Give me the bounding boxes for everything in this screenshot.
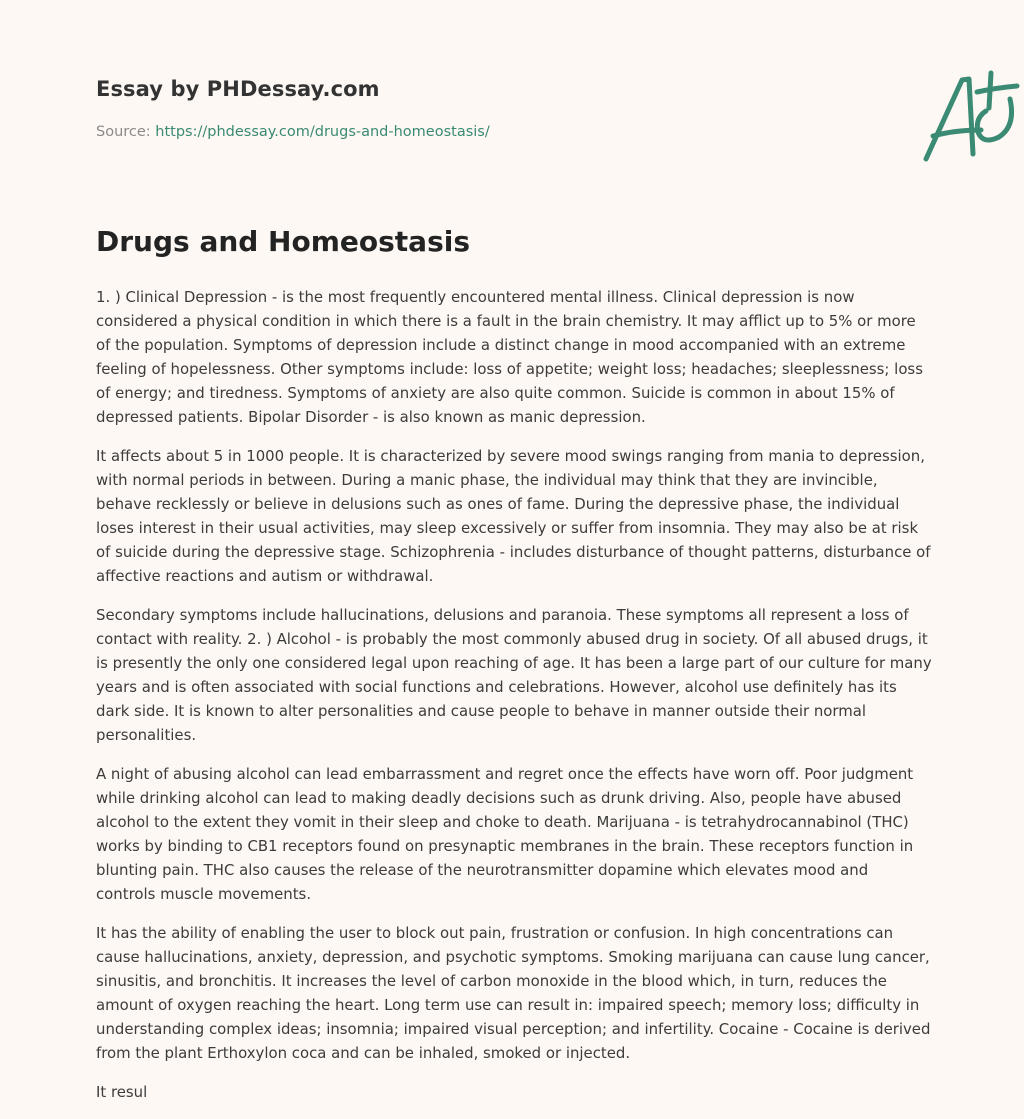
essay-title: Drugs and Homeostasis [96,225,471,258]
essay-paragraph: It has the ability of enabling the user to block out pain, frustration or confusion. In high concentrations can cause hallucinations, anxiety, depression, and psychotic symptoms. Smoking marijuana can cause lung cancer, sinusitis, and bronchitis. It increases the level of carbon monoxide in the blood which, in turn, reduces the amount of oxygen reaching the heart. Long term use can result in: impaired speech; memory loss; difficulty in understanding complex ideas; insomnia; impaired visual perception; and infertility. Cocaine - Cocaine is derived from the plant Erthoxylon coca and can be inhaled, smoked or injected. [96,924,931,1062]
essay-paragraph: A night of abusing alcohol can lead embarrassment and regret once the effects have worn off. Poor judgment while drinking alcohol can lead to making deadly decisions such as drunk driving. Also, people have abused alcohol to the extent they vomit in their sleep and choke to death. Marijuana - is tetrahydrocannabinol (THC) works by binding to CB1 receptors found on presynaptic membranes in the brain. These receptors function in blunting pain. THC also causes the release of the neurotransmitter dopamine which elevates mood and controls muscle movements. [96,765,914,903]
essay-paragraph-truncated: It resul [96,1083,148,1101]
source-line [96,124,490,140]
essay-paragraph: Secondary symptoms include hallucinations, delusions and paranoia. These symptoms all represent a loss of contact with reality. 2. ) Alcohol - is probably the most commonly abused drug in society. Of all abused drugs, it is presently the only one considered legal upon reaching of age. It has been a large part of our culture for many years and is often associated with social functions and celebrations. However, alcohol use definitely has its dark side. It is known to alter personalities and cause people to behave in manner outside their normal personalities. [96,606,932,744]
site-brand: Essay by PHDessay.com [96,77,380,101]
essay-paragraph: It affects about 5 in 1000 people. It is characterized by severe mood swings ranging from mania to depression, with normal periods in between. During a manic phase, the individual may think that they are invincible, behave recklessly or believe in delusions such as ones of fame. During the depressive phase, the individual loses interest in their usual activities, may sleep excessively or suffer from insomnia. They may also be at risk of suicide during the depressive stage. Schizophrenia - includes disturbance of thought patterns, disturbance of affective reactions and autism or withdrawal. [96,447,931,585]
essay-paragraph: 1. ) Clinical Depression - is the most frequently encountered mental illness. Clinical depression is now considered a physical condition in which there is a fault in the brain chemistry. It may afflict up to 5% or more of the population. Symptoms of depression include a distinct change in mood accompanied with an extreme feeling of hopelessness. Other symptoms include: loss of appetite; weight loss; headaches; sleeplessness; loss of energy; and tiredness. Symptoms of anxiety are also quite common. Suicide is common in about 15% of depressed patients. Bipolar Disorder - is also known as manic depression. [96,288,923,426]
essay-body [96,285,932,1119]
source-link[interactable]: https://phdessay.com/drugs-and-homeostasis/ [155,124,490,140]
source-label: Source: [96,124,151,140]
a-plus-logo-icon [919,66,1024,166]
